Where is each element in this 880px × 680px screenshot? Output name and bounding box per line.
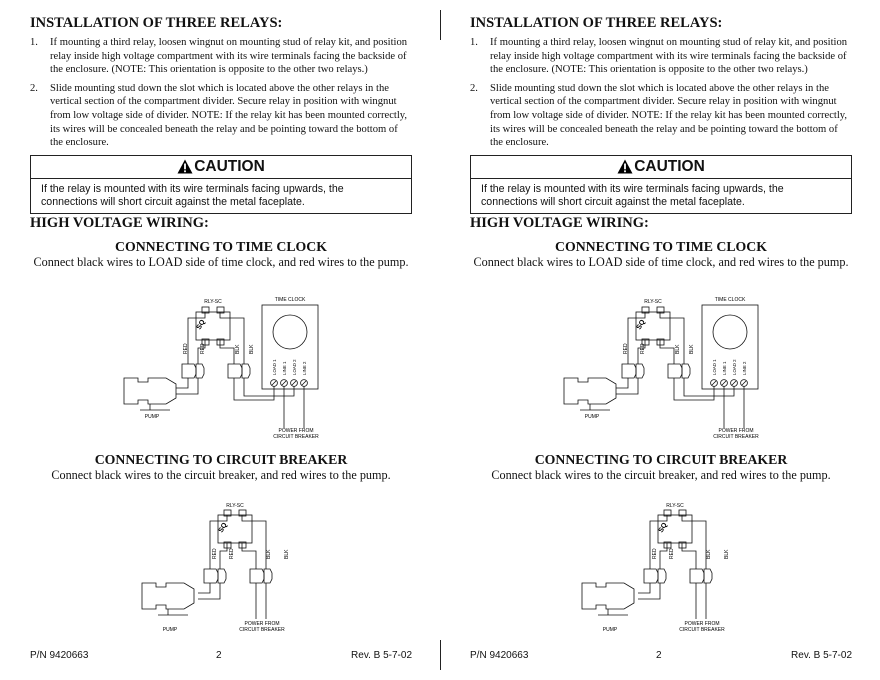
power-label-1: POWER FROM (718, 428, 754, 434)
wire-label-red-2: RED (229, 548, 235, 559)
breaker-section (470, 451, 852, 483)
step-number: 1. (30, 37, 38, 48)
step-text: Slide mounting stud down the slot which is located above the other relays in the vertical section of the compartment divider. Secure relay in position with wingnut from low voltage side of divider. NOTE: If the relay kit has been mounted correctly, its wires will be concealed beneath the relay and be pointing toward the bottom of the enclosure. (490, 82, 848, 149)
caution-text: If the relay is mounted with its wire terminals facing upwards, the connections will short circuit against the metal faceplate. (481, 182, 784, 209)
page-number: 2 (656, 650, 662, 661)
wire-label-blk-1: BLK (266, 549, 272, 559)
install-step (30, 36, 412, 77)
step-text: Slide mounting stud down the slot which is located above the other relays in the vertical section of the compartment divider. Secure relay in position with wingnut from low voltage side of divider. NOTE: If the relay kit has been mounted correctly, its wires will be concealed beneath the relay and be pointing toward the bottom of the enclosure. (50, 82, 408, 149)
step-text: If mounting a third relay, loosen wingnut on mounting stud of relay kit, and position relay inside high voltage compartment with its wire terminals facing the backside of the enclosure. (NOTE: This orientation is opposite to the other two relays.) (50, 37, 408, 76)
breaker-desc: Connect black wires to the circuit breaker, and red wires to the pump. (51, 468, 391, 482)
time-clock-heading: CONNECTING TO TIME CLOCK (115, 238, 327, 254)
wire-label-red-1: RED (212, 548, 218, 559)
relay-label: RLY-SC (226, 503, 244, 509)
part-number: P/N 9420663 (470, 650, 529, 661)
step-number: 2. (30, 82, 38, 94)
step-text: If mounting a third relay, loosen wingnut on mounting stud of relay kit, and position relay inside high voltage compartment with its wire terminals facing the backside of the enclosure. (NOTE: This orientation is opposite to the other two relays.) (490, 37, 848, 76)
install-title: INSTALLATION OF THREE RELAYS: (470, 15, 723, 31)
power-label-1: POWER FROM (244, 621, 280, 627)
caution-text: If the relay is mounted with its wire terminals facing upwards, the connections will short circuit against the metal faceplate. (41, 182, 344, 209)
relay-label: RLY-SC (666, 503, 684, 509)
page-content (30, 14, 412, 270)
power-label-1: POWER FROM (684, 621, 720, 627)
power-label-2: CIRCUIT BREAKER (679, 627, 725, 633)
breaker-diagram (132, 497, 322, 637)
hv-wiring-title: HIGH VOLTAGE WIRING: (30, 214, 209, 231)
pump-label: PUMP (584, 414, 600, 420)
terminal-label: LINE 1 (722, 361, 727, 375)
wire-label-red-2: RED (669, 548, 675, 559)
warning-icon (617, 159, 633, 174)
caution-box (470, 155, 852, 214)
breaker-diagram (572, 497, 762, 637)
wire-label-blk-2: BLK (724, 549, 730, 559)
wire-label-blk-1: BLK (235, 344, 241, 354)
clock-label: TIME CLOCK (714, 297, 746, 303)
install-step (470, 36, 852, 77)
wire-label-blk-1: BLK (706, 549, 712, 559)
breaker-desc: Connect black wires to the circuit breaker, and red wires to the pump. (491, 468, 831, 482)
wire-label-red-2: RED (640, 343, 646, 354)
power-label-1: POWER FROM (278, 428, 314, 434)
breaker-section (30, 451, 412, 483)
part-number: P/N 9420663 (30, 650, 89, 661)
caution-label: CAUTION (194, 157, 265, 175)
pump-label: PUMP (144, 414, 160, 420)
terminal-label: LINE 1 (282, 361, 287, 375)
step-number: 1. (470, 37, 478, 48)
terminal-label: LINE 2 (742, 361, 747, 375)
terminal-label: LINE 2 (302, 361, 307, 375)
terminal-label: LOAD 2 (732, 359, 737, 375)
wire-label-blk-1: BLK (675, 344, 681, 354)
time-clock-desc: Connect black wires to LOAD side of time clock, and red wires to the pump. (473, 254, 849, 269)
power-label-2: CIRCUIT BREAKER (713, 434, 759, 440)
install-step (470, 82, 852, 150)
time-clock-diagram (110, 292, 330, 442)
step-number: 2. (470, 82, 478, 94)
caution-label: CAUTION (634, 157, 705, 175)
wire-label-blk-2: BLK (284, 549, 290, 559)
install-title: INSTALLATION OF THREE RELAYS: (30, 15, 283, 31)
install-steps (470, 36, 852, 150)
pump-label: PUMP (162, 627, 178, 633)
power-label-2: CIRCUIT BREAKER (239, 627, 285, 633)
breaker-heading: CONNECTING TO CIRCUIT BREAKER (534, 452, 788, 467)
warning-icon (177, 159, 193, 174)
hv-wiring-title: HIGH VOLTAGE WIRING: (470, 214, 649, 231)
clock-label: TIME CLOCK (274, 297, 306, 303)
relay-label: RLY-SC (204, 299, 222, 305)
install-step (30, 82, 412, 150)
terminal-label: LOAD 1 (712, 359, 717, 375)
relay-label: RLY-SC (644, 299, 662, 305)
time-clock-heading: CONNECTING TO TIME CLOCK (555, 238, 767, 254)
page-right (440, 0, 880, 680)
breaker-heading: CONNECTING TO CIRCUIT BREAKER (94, 452, 348, 467)
relay-logo-icon: SQ (635, 318, 647, 331)
power-label-2: CIRCUIT BREAKER (273, 434, 319, 440)
terminal-label: LOAD 1 (272, 359, 277, 375)
install-steps (30, 36, 412, 150)
wire-label-red-2: RED (200, 343, 206, 354)
wire-label-red-1: RED (183, 343, 189, 354)
caution-box (30, 155, 412, 214)
page-content (470, 14, 852, 270)
caution-header (31, 156, 411, 179)
pump-label: PUMP (602, 627, 618, 633)
wire-label-blk-2: BLK (249, 344, 255, 354)
terminal-label: LOAD 2 (292, 359, 297, 375)
revision: Rev. B 5-7-02 (351, 650, 412, 661)
wire-label-blk-2: BLK (689, 344, 695, 354)
caution-header (471, 156, 851, 179)
relay-logo-icon: SQ (217, 521, 229, 534)
wire-label-red-1: RED (652, 548, 658, 559)
page-number: 2 (216, 650, 222, 661)
time-clock-desc: Connect black wires to LOAD side of time clock, and red wires to the pump. (33, 254, 409, 269)
wire-label-red-1: RED (623, 343, 629, 354)
revision: Rev. B 5-7-02 (791, 650, 852, 661)
time-clock-diagram (550, 292, 770, 442)
relay-logo-icon: SQ (195, 318, 207, 331)
relay-logo-icon: SQ (657, 521, 669, 534)
